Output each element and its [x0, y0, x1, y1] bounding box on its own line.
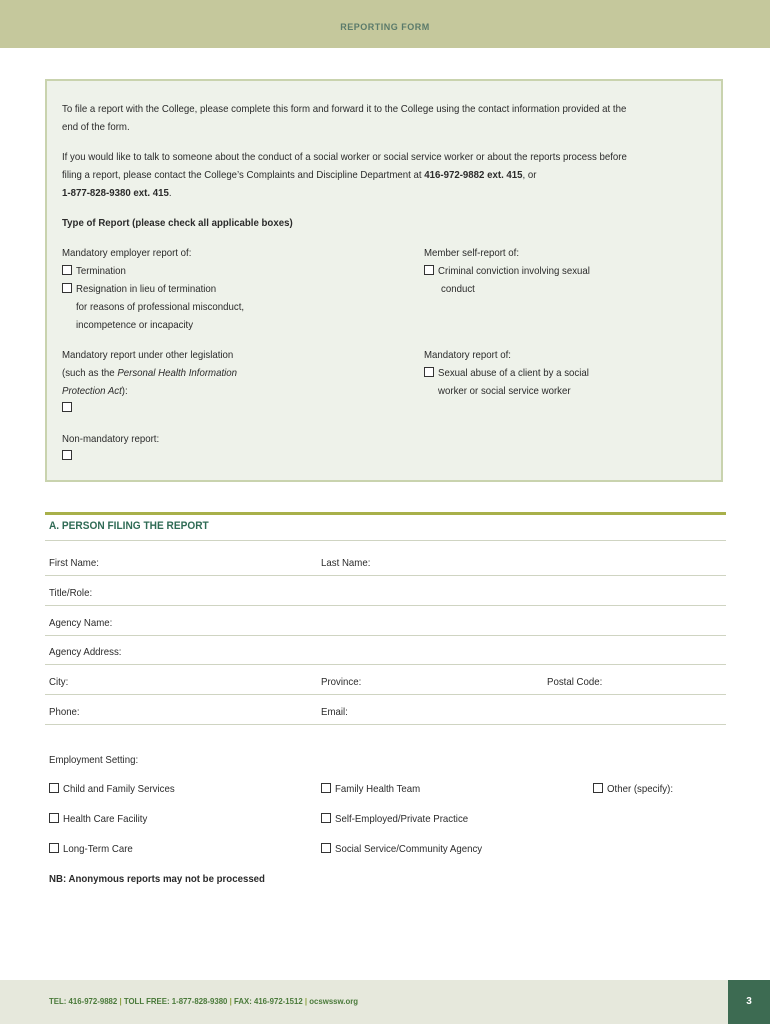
resignation-label: for reasons of professional misconduct,: [76, 301, 245, 313]
child-family-label: Child and Family Services: [63, 783, 175, 795]
health-care-checkbox[interactable]: [49, 813, 59, 823]
contact-text: filing a report, please contact the College’s Complaints and Discipline Department at 416-972-9882 ext. 415, or: [62, 169, 537, 181]
city-field[interactable]: City:: [49, 676, 69, 688]
self-employed-label: Self-Employed/Private Practice: [335, 813, 469, 825]
field-rule: [45, 635, 726, 636]
footer-tollfree: TOLL FREE: 1-877-828-9380: [123, 996, 228, 1006]
employer-report-label: Mandatory employer report of:: [62, 247, 192, 259]
termination-label: Termination: [76, 265, 126, 277]
resignation-label: Resignation in lieu of termination: [76, 283, 217, 295]
criminal-conviction-checkbox[interactable]: [424, 265, 434, 275]
footer-band: [0, 980, 728, 1024]
sexual-abuse-checkbox[interactable]: [424, 367, 434, 377]
province-field[interactable]: Province:: [321, 676, 362, 688]
report-type-box: [45, 79, 723, 482]
legislation-report-label: Protection Act):: [62, 385, 128, 397]
sexual-abuse-label: Sexual abuse of a client by a social: [438, 367, 589, 379]
self-report-label: Member self-report of:: [424, 247, 520, 259]
intro-text: To file a report with the College, please complete this form and forward it to the College using the contact information provided at the: [62, 103, 627, 115]
field-rule: [45, 694, 726, 695]
legislation-checkbox[interactable]: [62, 402, 72, 412]
footer-website-link[interactable]: ocswssw.org: [309, 996, 359, 1006]
first-name-field[interactable]: First Name:: [49, 557, 99, 569]
self-employed-checkbox[interactable]: [321, 813, 331, 823]
agency-name-field[interactable]: Agency Name:: [49, 617, 113, 629]
footer-contact: TEL: 416-972-9882 | TOLL FREE: 1-877-828-9380 | FAX: 416-972-1512 | ocswssw.org: [49, 996, 359, 1006]
footer-tel: TEL: 416-972-9882: [49, 996, 118, 1006]
header-band: [0, 0, 770, 48]
contact-text: If you would like to talk to someone about the conduct of a social worker or social service worker or about the reports process before: [62, 151, 627, 163]
sexual-abuse-label: worker or social service worker: [438, 385, 571, 397]
last-name-field[interactable]: Last Name:: [321, 557, 371, 569]
postal-code-field[interactable]: Postal Code:: [547, 676, 603, 688]
field-rule: [45, 724, 726, 725]
mandatory-report-label: Mandatory report of:: [424, 349, 511, 361]
title-role-field[interactable]: Title/Role:: [49, 587, 93, 599]
non-mandatory-checkbox[interactable]: [62, 450, 72, 460]
criminal-conviction-label: Criminal conviction involving sexual: [438, 265, 590, 277]
intro-text: end of the form.: [62, 121, 130, 133]
family-health-checkbox[interactable]: [321, 783, 331, 793]
section-divider: [45, 512, 726, 515]
social-service-checkbox[interactable]: [321, 843, 331, 853]
phone-number: 416-972-9882 ext. 415: [424, 169, 523, 181]
field-rule: [45, 664, 726, 665]
page-number: 3: [746, 996, 752, 1007]
form-title: REPORTING FORM: [340, 22, 430, 32]
other-label: Other (specify):: [607, 783, 674, 795]
email-field[interactable]: Email:: [321, 706, 348, 718]
criminal-conviction-label: conduct: [441, 283, 475, 295]
long-term-care-label: Long-Term Care: [63, 843, 133, 855]
child-family-checkbox[interactable]: [49, 783, 59, 793]
employment-setting-label: Employment Setting:: [49, 754, 139, 766]
page-number-box: [728, 980, 770, 1024]
phone-field[interactable]: Phone:: [49, 706, 80, 718]
report-type-heading: Type of Report (please check all applicable boxes): [62, 217, 293, 229]
agency-address-field[interactable]: Agency Address:: [49, 646, 122, 658]
social-service-label: Social Service/Community Agency: [335, 843, 483, 855]
section-a-title: A. PERSON FILING THE REPORT: [49, 520, 209, 532]
contact-text: 1-877-828-9380 ext. 415.: [62, 187, 172, 199]
other-checkbox[interactable]: [593, 783, 603, 793]
resignation-label: incompetence or incapacity: [76, 319, 194, 331]
field-rule: [45, 540, 726, 541]
legislation-report-label: (such as the Personal Health Information: [62, 367, 238, 379]
termination-checkbox[interactable]: [62, 265, 72, 275]
resignation-checkbox[interactable]: [62, 283, 72, 293]
field-rule: [45, 575, 726, 576]
health-care-label: Health Care Facility: [63, 813, 148, 825]
field-rule: [45, 605, 726, 606]
footer-fax: FAX: 416-972-1512: [233, 996, 303, 1006]
non-mandatory-label: Non-mandatory report:: [62, 433, 160, 445]
family-health-label: Family Health Team: [335, 783, 421, 795]
long-term-care-checkbox[interactable]: [49, 843, 59, 853]
anonymous-note: NB: Anonymous reports may not be processed: [49, 873, 265, 885]
legislation-report-label: Mandatory report under other legislation: [62, 349, 234, 361]
tollfree-number: 1-877-828-9380 ext. 415: [62, 187, 169, 199]
